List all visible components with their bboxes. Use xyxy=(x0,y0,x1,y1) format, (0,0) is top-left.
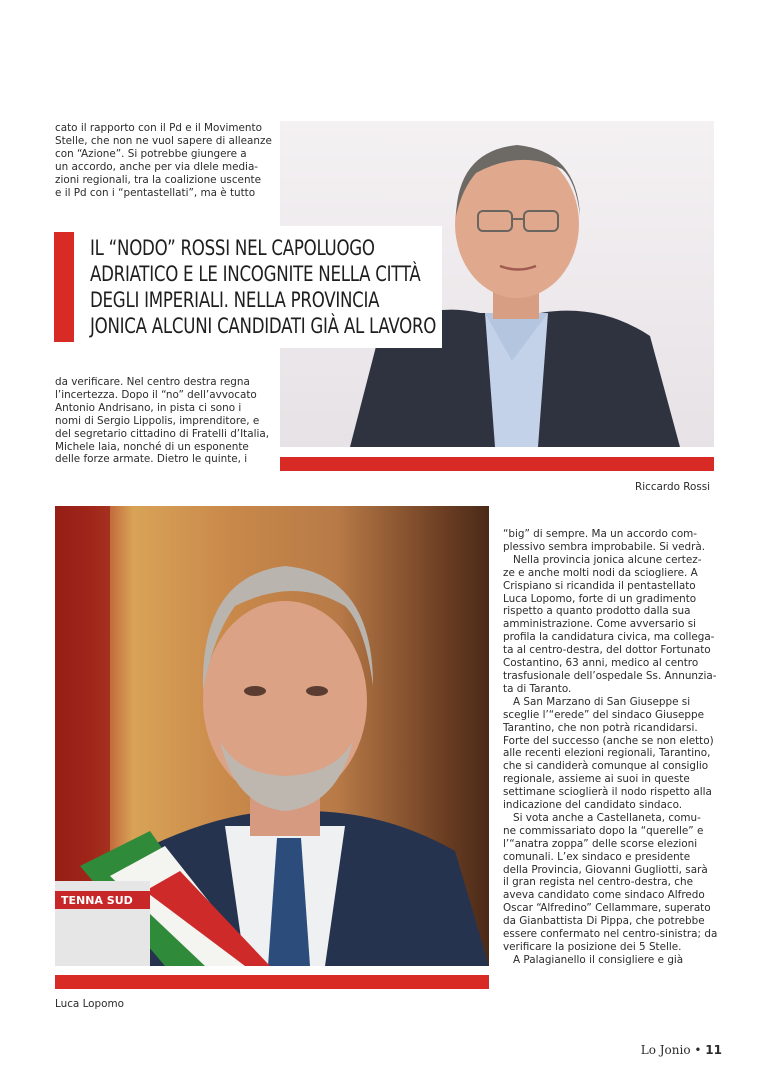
headline-box xyxy=(54,226,442,348)
text-line: trasfusionale dell’ospedale Ss. Annunzia- xyxy=(503,669,717,682)
article-column-middle xyxy=(55,376,269,466)
text-line: l’incertezza. Dopo il “no” dell’avvocato xyxy=(55,388,257,401)
article-column-right xyxy=(503,528,717,967)
text-line: comunali. L’ex sindaco e presidente xyxy=(503,850,691,863)
text-line: che si candiderà comunque al consiglio xyxy=(503,760,709,773)
text-line: il gran regista nel centro-destra, che xyxy=(503,876,693,889)
photo-luca-lopomo xyxy=(55,506,489,966)
text-line: Tarantino, che non potrà ricandidarsi. xyxy=(503,721,698,734)
text-line: un accordo, anche per via dlele media- xyxy=(55,160,259,173)
text-line: essere confermato nel centro-sinistra; da xyxy=(503,928,718,941)
text-line: Forte del successo (anche se non eletto) xyxy=(503,734,714,747)
red-divider-bar-top xyxy=(280,457,714,471)
text-line: con “Azione”. Si potrebbe giungere a xyxy=(55,147,247,160)
text-line: zioni regionali, tra la coalizione uscente xyxy=(55,173,262,186)
headline-line: IL “NODO” ROSSI NEL CAPOLUOGO xyxy=(90,236,375,261)
text-line: cato il rapporto con il Pd e il Movimento xyxy=(55,122,262,134)
article-column-top xyxy=(55,122,272,199)
caption-luca-lopomo: Luca Lopomo xyxy=(55,998,124,1010)
text-line: ne commissariato dopo la “querelle” e xyxy=(503,824,704,837)
caption-riccardo-rossi: Riccardo Rossi xyxy=(635,481,711,493)
page-footer xyxy=(641,1043,722,1057)
text-line: l’“anatra zoppa” delle scorse elezioni xyxy=(503,837,698,850)
sash-banner-text: TENNA SUD xyxy=(61,894,133,907)
text-line: alle recenti elezioni regionali, Tarantino, xyxy=(503,747,711,760)
text-line: aveva candidato come sindaco Alfredo xyxy=(503,889,705,902)
text-line: nomi di Sergio Lippolis, imprenditore, e xyxy=(55,414,260,427)
footer-separator: • xyxy=(694,1043,702,1057)
text-line: da verificare. Nel centro destra regna xyxy=(55,376,250,388)
text-line: sceglie l’“erede” del sindaco Giuseppe xyxy=(503,708,704,721)
text-line: Michele laia, nonché di un esponente xyxy=(55,440,249,453)
text-line: delle forze armate. Dietro le quinte, i xyxy=(55,453,248,466)
headline-red-accent xyxy=(54,232,74,342)
text-line: plessivo sembra improbabile. Si vedrà. xyxy=(503,540,706,553)
text-line: rispetto a quanto prodotto dalla sua xyxy=(503,605,691,618)
text-line: A San Marzano di San Giuseppe si xyxy=(513,695,691,708)
headline-line: JONICA ALCUNI CANDIDATI GIÀ AL LAVORO xyxy=(90,314,437,339)
red-divider-bar-bottom xyxy=(55,975,489,989)
text-line: verificare la posizione dei 5 Stelle. xyxy=(503,941,682,953)
text-line: e il Pd con i “pentastellati”, ma è tutto xyxy=(55,186,256,199)
text-line: Nella provincia jonica alcune certez- xyxy=(513,553,702,566)
text-line: Antonio Andrisano, in pista ci sono i xyxy=(55,401,242,414)
text-line: da Gianbattista Di Pippa, che potrebbe xyxy=(503,915,705,928)
text-line: ta di Taranto. xyxy=(503,682,572,695)
headline-line: DEGLI IMPERIALI. NELLA PROVINCIA xyxy=(90,288,380,313)
text-line: del segretario cittadino di Fratelli d’Italia, xyxy=(55,427,270,440)
text-line: Crispiano si ricandida il pentastellato xyxy=(503,579,696,592)
text-line: “big” di sempre. Ma un accordo com- xyxy=(503,528,698,540)
text-line: Si vota anche a Castellaneta, comu- xyxy=(513,811,701,824)
text-line: Luca Lopomo, forte di un gradimento xyxy=(503,592,697,605)
text-line: Stelle, che non ne vuol sapere di alleanze xyxy=(55,134,272,147)
page-number: 11 xyxy=(705,1043,722,1057)
publication-name: Lo Jonio xyxy=(640,1043,691,1057)
text-line: Costantino, 63 anni, medico al centro xyxy=(503,657,699,670)
text-line: ta al centro-destra, del dottor Fortunato xyxy=(503,644,711,657)
text-line: della Provincia, Giovanni Gugliotti, sarà xyxy=(503,863,708,876)
text-line: profila la candidatura civica, ma collega- xyxy=(503,631,715,644)
text-line: ze e anche molti nodi da sciogliere. A xyxy=(503,566,698,579)
text-line: indicazione del candidato sindaco. xyxy=(503,799,683,812)
text-line: Oscar “Alfredino” Cellammare, superato xyxy=(503,902,711,915)
text-line: regionale, assieme ai suoi in queste xyxy=(503,773,690,786)
text-line: settimane scioglierà il nodo rispetto alla xyxy=(503,786,712,799)
portrait-man-sash xyxy=(55,506,489,966)
text-line: amministrazione. Come avversario si xyxy=(503,618,697,631)
headline-line: ADRIATICO E LE INCOGNITE NELLA CITTÀ xyxy=(90,262,421,287)
text-line: A Palagianello il consigliere e già xyxy=(513,953,684,966)
article-headline xyxy=(90,236,440,340)
